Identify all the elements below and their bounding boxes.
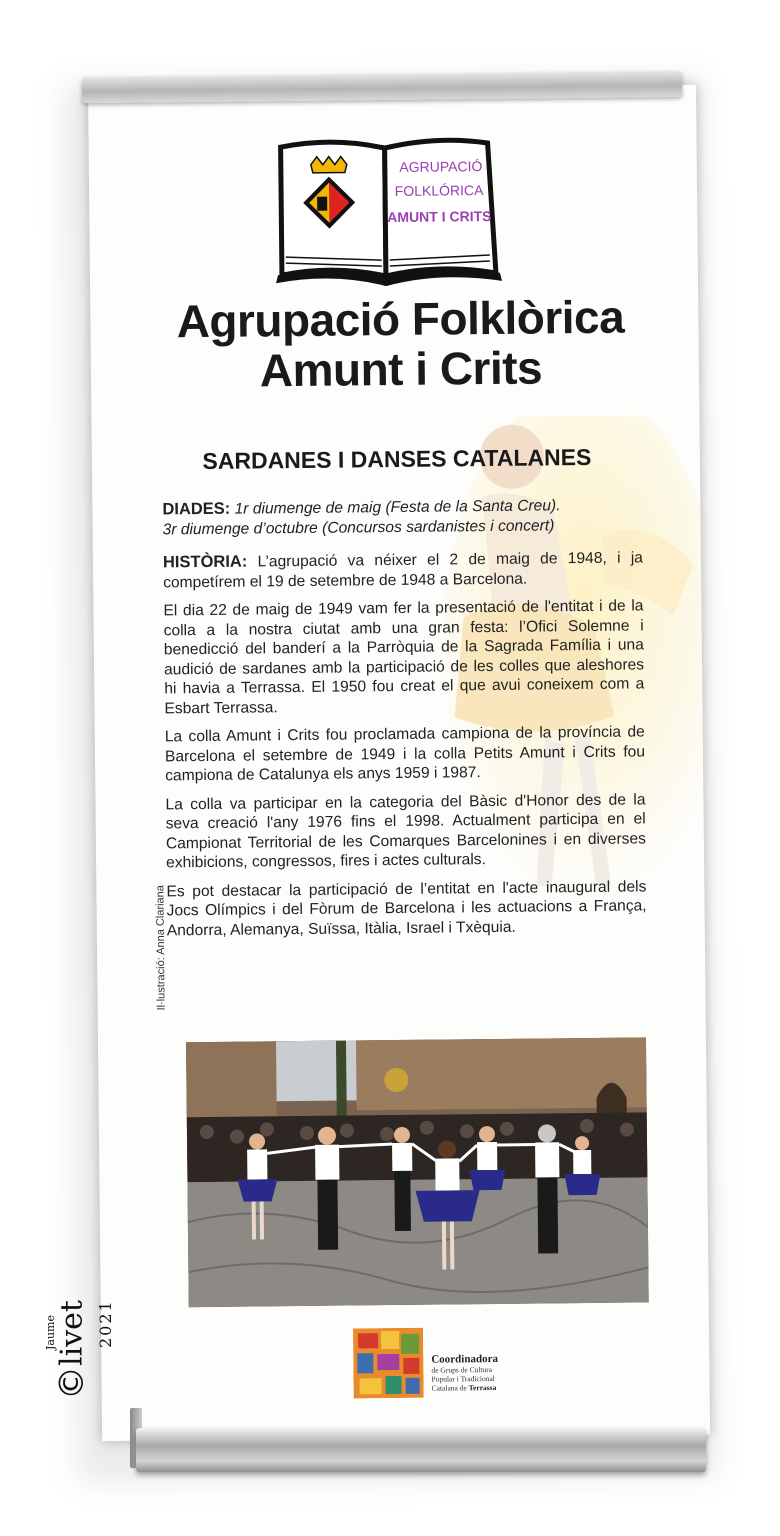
signature-name: livet (54, 1300, 90, 1366)
historia-label: HISTÒRIA: (162, 552, 248, 572)
coordinadora-name: Coordinadora (431, 1352, 499, 1366)
coordinadora-line2: Popular i Tradicional (431, 1373, 495, 1384)
photographer-signature (44, 1299, 115, 1400)
historia-paragraph-1 (163, 548, 643, 592)
signature-first-name: Jaume (44, 1315, 57, 1350)
mosaic-icon (353, 1328, 424, 1399)
rollup-banner (88, 85, 710, 1441)
banner-base (136, 1428, 706, 1472)
body-text (162, 495, 647, 949)
logo-line1: AGRUPACIÓ (399, 158, 483, 175)
historia-paragraph-4: La colla va participar en la categoria del Bàsic d'Honor des de la seva creació l'any 1976 fins el 1998. Actualment participa en el Campionat Territorial de les Comarques Barcelonines i en diverses exhibicions, congressos, fires i actes culturals. (165, 790, 646, 872)
agrupacio-logo (273, 135, 505, 287)
diades-line1: 1r diumenge de maig (Festa de la Santa Creu). (234, 497, 561, 518)
coordinadora-line1: de Grups de Cultura (431, 1365, 493, 1375)
title-line1: Agrupació Folklòrica (176, 290, 625, 348)
signature-year: 2021 (96, 1299, 115, 1348)
title-line2: Amunt i Crits (259, 341, 543, 397)
coordinadora-line3-wrap (432, 1383, 499, 1393)
page-title (130, 291, 671, 397)
illustration-credit: Il·lustració: Anna Clariana (154, 885, 168, 1011)
diades-paragraph (162, 495, 642, 539)
copyright-symbol: © (52, 1366, 92, 1400)
logo-line3: AMUNT I CRITS (387, 207, 492, 226)
coordinadora-city: Terrassa (468, 1382, 497, 1393)
historia-p1: L’agrupació va néixer el 2 de maig de 1948, i ja competírem el 19 de setembre de 1948 a Barcelona. (163, 549, 644, 591)
historia-paragraph-5: Es pot destacar la participació de l’entitat en l'acte inaugural dels Jocs Olímpics i del Fòrum de Barcelona i les actuacions a França, Andorra, Alemanya, Suïssa, Itàlia, Israel i Txèquia. (166, 877, 647, 939)
dancers-photo (186, 1037, 649, 1307)
historia-paragraph-2: El dia 22 de maig de 1949 vam fer la presentació de l'entitat i de la colla a la nostra ciutat amb una gran festa: l’Ofici Solemne i benedicció del banderí a la Parròquia de la Sagrada Família i una audició de sardanes amb la participació de les colles que aleshores hi havia a Terrassa. El 1950 fou creat el que avui coneixem com a Esbart Terrassa. (163, 597, 645, 717)
coordinadora-text (431, 1353, 498, 1393)
historia-paragraph-3: La colla Amunt i Crits fou proclamada campiona de la província de Barcelona el setembre de 1949 i la colla Petits Amunt i Crits fou campiona de Catalunya els anys 1959 i 1987. (164, 723, 646, 785)
diades-label: DIADES: (162, 499, 231, 519)
coordinadora-line3: Catalana de (431, 1383, 467, 1393)
coordinadora-logo (353, 1326, 554, 1400)
subtitle: SARDANES I DANSES CATALANES (202, 443, 592, 475)
diades-line2: 3r diumenge d’octubre (Concursos sardanistes i concert) (162, 516, 555, 538)
logo-line2: FOLKLÓRICA (394, 182, 484, 199)
